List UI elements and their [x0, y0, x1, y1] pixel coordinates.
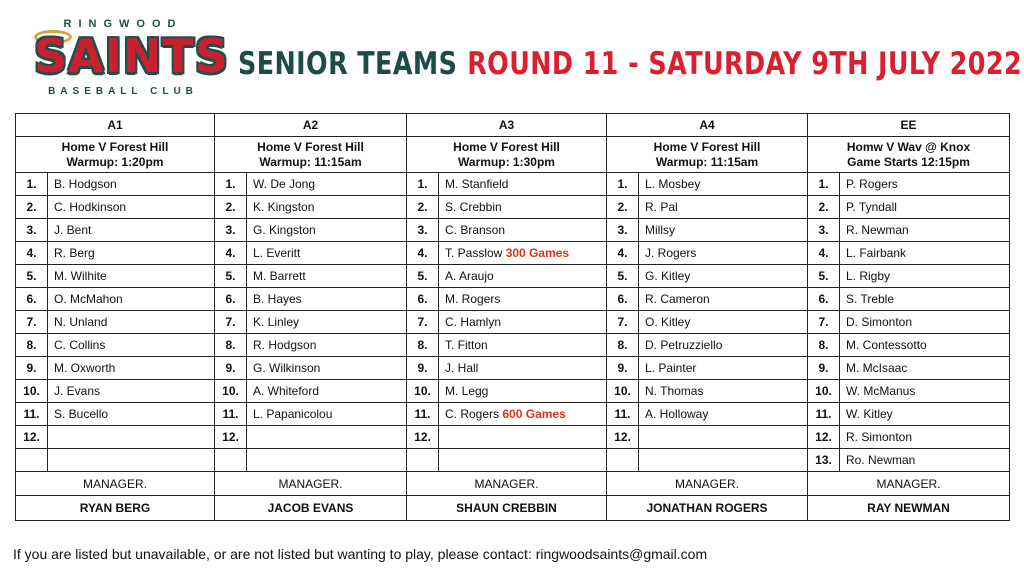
player-name: A. Araujo — [445, 269, 494, 283]
player-name: L. Papanicolou — [253, 407, 333, 421]
player-name: M. Legg — [445, 384, 489, 398]
player-cell — [48, 426, 215, 449]
player-number: 10. — [808, 380, 840, 403]
player-cell — [48, 196, 215, 219]
player-name: B. Hayes — [253, 292, 302, 306]
player-number: 3. — [407, 219, 439, 242]
player-cell — [439, 426, 607, 449]
player-cell — [639, 403, 808, 426]
match-info-a2 — [215, 137, 407, 173]
player-name: M. Barrett — [253, 269, 306, 283]
player-cell — [639, 242, 808, 265]
manager-name: RAY NEWMAN — [808, 496, 1010, 521]
manager-name: RYAN BERG — [16, 496, 215, 521]
player-cell — [840, 288, 1010, 311]
player-cell — [247, 288, 407, 311]
player-cell — [439, 380, 607, 403]
player-name: Millsy — [645, 223, 675, 237]
player-cell — [48, 219, 215, 242]
player-cell — [639, 219, 808, 242]
player-cell — [439, 242, 607, 265]
player-name: J. Evans — [54, 384, 101, 398]
player-number: 5. — [607, 265, 639, 288]
table-row — [16, 173, 1010, 196]
manager-name: SHAUN CREBBIN — [407, 496, 607, 521]
player-cell — [639, 265, 808, 288]
player-number: 10. — [16, 380, 48, 403]
player-name: K. Linley — [253, 315, 300, 329]
player-cell — [840, 219, 1010, 242]
player-name: M. Rogers — [445, 292, 501, 306]
player-name: P. Rogers — [846, 177, 898, 191]
player-number: 8. — [16, 334, 48, 357]
player-cell — [840, 265, 1010, 288]
player-cell — [247, 334, 407, 357]
table-row — [16, 311, 1010, 334]
match-time: Warmup: 1:30pm — [458, 154, 555, 169]
player-number: 2. — [407, 196, 439, 219]
player-name: L. Rigby — [846, 269, 891, 283]
player-name: G. Wilkinson — [253, 361, 321, 375]
player-name: W. De Jong — [253, 177, 316, 191]
player-cell — [247, 196, 407, 219]
player-number: 4. — [407, 242, 439, 265]
player-number — [607, 449, 639, 472]
player-name: O. McMahon — [54, 292, 123, 306]
team-header-row — [16, 114, 1010, 137]
player-number: 2. — [808, 196, 840, 219]
team-name-a1: A1 — [16, 114, 215, 137]
player-number: 10. — [607, 380, 639, 403]
player-name: L. Fairbank — [846, 246, 907, 260]
player-number: 6. — [407, 288, 439, 311]
team-name-a4: A4 — [607, 114, 808, 137]
contact-footer: If you are listed but unavailable, or are not listed but wanting to play, please contact: ringwoodsaints@gmail.com — [13, 546, 708, 562]
manager-label: MANAGER. — [607, 472, 808, 496]
player-cell — [439, 265, 607, 288]
player-number: 12. — [16, 426, 48, 449]
player-cell — [840, 357, 1010, 380]
player-number: 2. — [607, 196, 639, 219]
player-name: T. Passlow — [445, 246, 503, 260]
logo-top-text: RINGWOOD — [63, 18, 183, 30]
player-number: 11. — [407, 403, 439, 426]
table-row — [16, 219, 1010, 242]
player-number: 7. — [607, 311, 639, 334]
player-number: 11. — [215, 403, 247, 426]
match-info-a3 — [407, 137, 607, 173]
player-cell — [840, 449, 1010, 472]
player-number: 9. — [808, 357, 840, 380]
player-number: 12. — [215, 426, 247, 449]
player-number: 10. — [215, 380, 247, 403]
player-number: 7. — [808, 311, 840, 334]
player-name: L. Everitt — [253, 246, 301, 260]
player-number: 7. — [16, 311, 48, 334]
player-number: 2. — [215, 196, 247, 219]
player-cell — [840, 242, 1010, 265]
match-fixture: Homw V Wav @ Knox — [846, 139, 971, 154]
player-cell — [247, 219, 407, 242]
page-title — [238, 46, 1022, 86]
player-cell — [639, 380, 808, 403]
player-number: 6. — [808, 288, 840, 311]
player-number: 1. — [808, 173, 840, 196]
player-cell — [439, 219, 607, 242]
player-cell — [247, 403, 407, 426]
player-name: P. Tyndall — [846, 200, 897, 214]
player-name: J. Bent — [54, 223, 92, 237]
player-cell — [48, 334, 215, 357]
player-name: C. Hamlyn — [445, 315, 502, 329]
player-name: G. Kitley — [645, 269, 691, 283]
match-info-ee — [808, 137, 1010, 173]
title-senior-teams: SENIOR TEAMS — [238, 46, 458, 82]
player-name: K. Kingston — [253, 200, 315, 214]
team-name-a2: A2 — [215, 114, 407, 137]
player-number — [215, 449, 247, 472]
player-name: A. Holloway — [645, 407, 709, 421]
player-cell — [247, 173, 407, 196]
player-number: 5. — [407, 265, 439, 288]
player-name: R. Pal — [645, 200, 678, 214]
player-cell — [639, 311, 808, 334]
player-number: 12. — [607, 426, 639, 449]
match-info-a1 — [16, 137, 215, 173]
player-cell — [247, 311, 407, 334]
player-name: N. Unland — [54, 315, 108, 329]
player-cell — [840, 311, 1010, 334]
player-number: 4. — [215, 242, 247, 265]
player-number — [16, 449, 48, 472]
player-cell — [840, 426, 1010, 449]
player-cell — [639, 196, 808, 219]
player-number: 11. — [16, 403, 48, 426]
player-number: 9. — [215, 357, 247, 380]
player-name: C. Rogers — [445, 407, 500, 421]
match-time: Game Starts 12:15pm — [847, 154, 970, 169]
player-name: S. Crebbin — [445, 200, 502, 214]
player-cell — [840, 380, 1010, 403]
player-name: A. Whiteford — [253, 384, 320, 398]
player-cell — [247, 265, 407, 288]
player-name: G. Kingston — [253, 223, 316, 237]
player-cell — [439, 196, 607, 219]
player-name: R. Simonton — [846, 430, 913, 444]
player-name: M. Oxworth — [54, 361, 116, 375]
match-time: Warmup: 11:15am — [655, 154, 759, 169]
table-row — [16, 242, 1010, 265]
player-number: 10. — [407, 380, 439, 403]
player-number: 3. — [808, 219, 840, 242]
player-cell — [48, 311, 215, 334]
player-name: D. Petruzziello — [645, 338, 723, 352]
title-round-date: ROUND 11 - SATURDAY 9TH JULY 2022 — [467, 46, 1023, 82]
player-name: C. Hodkinson — [54, 200, 127, 214]
player-number: 7. — [215, 311, 247, 334]
player-number: 11. — [607, 403, 639, 426]
player-number: 8. — [808, 334, 840, 357]
player-number: 4. — [607, 242, 639, 265]
table-row — [16, 380, 1010, 403]
match-info-row — [16, 137, 1010, 173]
player-number: 9. — [16, 357, 48, 380]
player-cell — [840, 403, 1010, 426]
match-fixture: Home V Forest Hill — [653, 139, 761, 154]
player-number: 6. — [607, 288, 639, 311]
player-cell — [840, 173, 1010, 196]
player-number: 3. — [607, 219, 639, 242]
manager-name-row — [16, 496, 1010, 521]
player-number: 7. — [407, 311, 439, 334]
match-time: Warmup: 1:20pm — [66, 154, 164, 169]
player-number: 3. — [215, 219, 247, 242]
table-row — [16, 403, 1010, 426]
player-cell — [639, 334, 808, 357]
player-number: 11. — [808, 403, 840, 426]
player-cell — [439, 288, 607, 311]
player-cell — [247, 449, 407, 472]
player-name: S. Treble — [846, 292, 895, 306]
player-cell — [48, 380, 215, 403]
player-number: 6. — [16, 288, 48, 311]
player-cell — [639, 426, 808, 449]
player-number: 2. — [16, 196, 48, 219]
table-row — [16, 334, 1010, 357]
table-row — [16, 288, 1010, 311]
player-number: 6. — [215, 288, 247, 311]
match-fixture: Home V Forest Hill — [61, 139, 169, 154]
player-cell — [48, 403, 215, 426]
player-name: B. Hodgson — [54, 177, 117, 191]
player-number: 4. — [16, 242, 48, 265]
player-number: 1. — [215, 173, 247, 196]
player-name: D. Simonton — [846, 315, 913, 329]
player-name: R. Newman — [846, 223, 909, 237]
player-number: 9. — [407, 357, 439, 380]
match-info-a4 — [607, 137, 808, 173]
player-number: 13. — [808, 449, 840, 472]
match-fixture: Home V Forest Hill — [453, 139, 560, 154]
player-number: 12. — [808, 426, 840, 449]
player-cell — [247, 357, 407, 380]
player-cell — [247, 426, 407, 449]
player-cell — [439, 449, 607, 472]
player-name: C. Branson — [445, 223, 506, 237]
player-name: C. Collins — [54, 338, 106, 352]
logo-main-text: SAINTS — [34, 29, 229, 83]
player-name: J. Rogers — [645, 246, 697, 260]
player-cell — [439, 334, 607, 357]
player-cell — [48, 449, 215, 472]
milestone-badge: 600 Games — [502, 407, 566, 421]
player-cell — [639, 357, 808, 380]
ringwood-saints-logo — [28, 18, 229, 104]
player-cell — [247, 380, 407, 403]
player-name: S. Bucello — [54, 407, 109, 421]
player-name: J. Hall — [445, 361, 479, 375]
team-roster-table — [15, 113, 1010, 521]
player-cell — [439, 311, 607, 334]
player-name: M. McIsaac — [846, 361, 908, 375]
table-row — [16, 357, 1010, 380]
manager-label: MANAGER. — [215, 472, 407, 496]
manager-name: JACOB EVANS — [215, 496, 407, 521]
player-cell — [48, 242, 215, 265]
player-number: 1. — [407, 173, 439, 196]
player-name: M. Wilhite — [54, 269, 107, 283]
player-number: 8. — [607, 334, 639, 357]
player-name: R. Berg — [54, 246, 95, 260]
player-cell — [439, 173, 607, 196]
player-name: Ro. Newman — [846, 453, 916, 467]
player-name: W. McManus — [846, 384, 916, 398]
team-name-a3: A3 — [407, 114, 607, 137]
player-name: L. Mosbey — [645, 177, 701, 191]
player-name: R. Hodgson — [253, 338, 317, 352]
table-row — [16, 265, 1010, 288]
player-name: N. Thomas — [645, 384, 704, 398]
player-cell — [48, 357, 215, 380]
player-cell — [639, 288, 808, 311]
player-cell — [439, 403, 607, 426]
manager-label: MANAGER. — [808, 472, 1010, 496]
team-name-ee: EE — [808, 114, 1010, 137]
player-cell — [48, 173, 215, 196]
player-number: 1. — [16, 173, 48, 196]
player-cell — [439, 357, 607, 380]
player-cell — [247, 242, 407, 265]
player-name: M. Stanfield — [445, 177, 509, 191]
player-number: 1. — [607, 173, 639, 196]
player-name: W. Kitley — [846, 407, 893, 421]
player-number: 5. — [215, 265, 247, 288]
player-cell — [48, 288, 215, 311]
player-number: 3. — [16, 219, 48, 242]
manager-label-row — [16, 472, 1010, 496]
player-number: 8. — [407, 334, 439, 357]
table-row — [16, 426, 1010, 449]
page-header — [0, 0, 1024, 110]
player-number: 5. — [808, 265, 840, 288]
match-time: Warmup: 11:15am — [259, 154, 362, 169]
player-cell — [639, 449, 808, 472]
player-number: 4. — [808, 242, 840, 265]
table-row — [16, 449, 1010, 472]
player-cell — [840, 334, 1010, 357]
player-cell — [639, 173, 808, 196]
player-cell — [48, 265, 215, 288]
player-cell — [840, 196, 1010, 219]
player-number: 12. — [407, 426, 439, 449]
manager-label: MANAGER. — [16, 472, 215, 496]
match-fixture: Home V Forest Hill — [257, 139, 364, 154]
milestone-badge: 300 Games — [505, 246, 570, 260]
logo-sub-text: BASEBALL CLUB — [48, 86, 198, 97]
player-number: 8. — [215, 334, 247, 357]
player-name: L. Painter — [645, 361, 697, 375]
player-number: 9. — [607, 357, 639, 380]
player-name: R. Cameron — [645, 292, 710, 306]
player-name: T. Fitton — [445, 338, 488, 352]
player-name: M. Contessotto — [846, 338, 927, 352]
manager-label: MANAGER. — [407, 472, 607, 496]
player-number — [407, 449, 439, 472]
player-name: O. Kitley — [645, 315, 691, 329]
manager-name: JONATHAN ROGERS — [607, 496, 808, 521]
player-number: 5. — [16, 265, 48, 288]
table-row — [16, 196, 1010, 219]
